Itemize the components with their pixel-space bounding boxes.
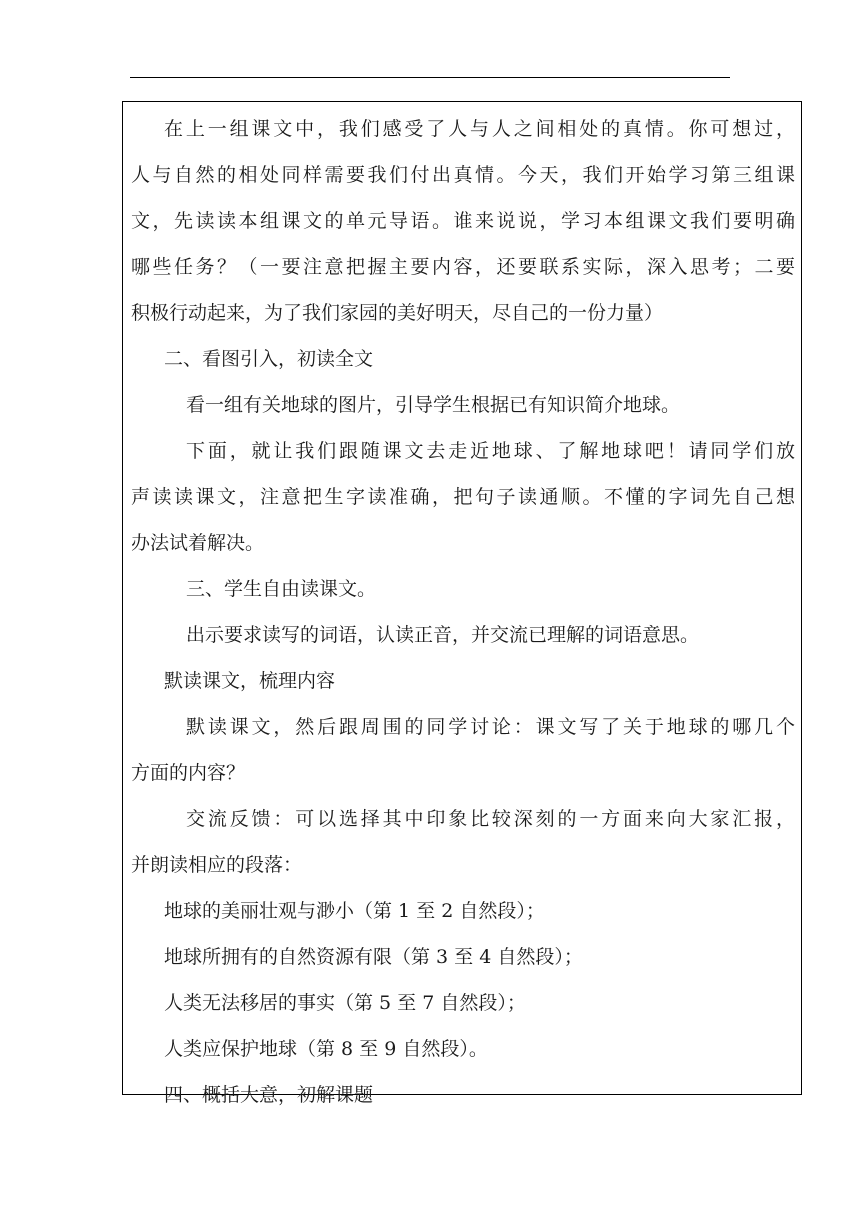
paragraph-line: 交流反馈：可以选择其中印象比较深刻的一方面来向大家汇报， (186, 808, 795, 830)
list-item: 地球所拥有的自然资源有限（第 3 至 4 自然段）； (164, 946, 583, 968)
paragraph-line: 默读课文，然后跟周围的同学讨论：课文写了关于地球的哪几个 (186, 716, 795, 738)
list-item: 人类无法移居的事实（第 5 至 7 自然段）； (164, 992, 526, 1014)
paragraph-line: 下面，就让我们跟随课文去走近地球、了解地球吧！请同学们放 (186, 440, 795, 462)
paragraph-line: 文，先读读本组课文的单元导语。谁来说说，学习本组课文我们要明确 (131, 210, 795, 232)
paragraph-line: 哪些任务？（一要注意把握主要内容，还要联系实际，深入思考；二要 (131, 256, 795, 278)
section-heading: 三、学生自由读课文。 (186, 578, 377, 600)
paragraph-line: 积极行动起来，为了我们家园的美好明天，尽自己的一份力量） (131, 302, 664, 324)
paragraph-line: 办法试着解决。 (131, 532, 265, 554)
section-heading: 默读课文，梳理内容 (164, 670, 336, 692)
paragraph-line: 在上一组课文中，我们感受了人与人之间相处的真情。你可想过， (164, 118, 795, 140)
list-item: 地球的美丽壮观与渺小（第 1 至 2 自然段）； (164, 900, 545, 922)
paragraph-line: 人与自然的相处同样需要我们付出真情。今天，我们开始学习第三组课 (131, 164, 795, 186)
section-heading: 二、看图引入，初读全文 (164, 348, 374, 370)
paragraph-line: 并朗读相应的段落： (131, 854, 303, 876)
header-rule (130, 77, 730, 78)
paragraph-line: 看一组有关地球的图片，引导学生根据已有知识简介地球。 (186, 394, 681, 416)
section-heading: 四、概括大意，初解课题 (164, 1084, 374, 1106)
paragraph-line: 出示要求读写的词语，认读正音，并交流已理解的词语意思。 (186, 624, 700, 646)
paragraph-line: 方面的内容？ (131, 762, 246, 784)
paragraph-line: 声读读课文，注意把生字读准确，把句子读通顺。不懂的字词先自己想 (131, 486, 795, 508)
list-item: 人类应保护地球（第 8 至 9 自然段）。 (164, 1038, 488, 1060)
